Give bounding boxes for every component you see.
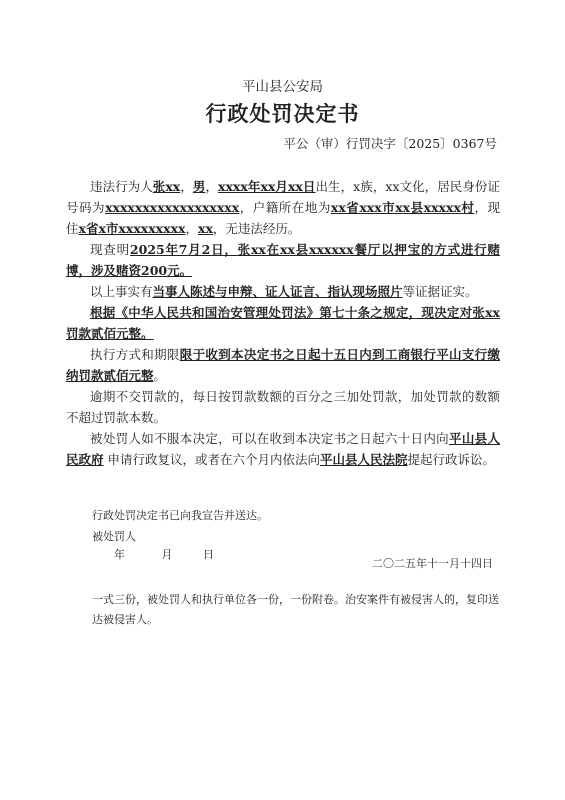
text: 执行方式和期限 bbox=[90, 347, 180, 362]
text: ，现住 bbox=[66, 200, 500, 236]
case-facts: 2025年7月2日，张xx在xx县xxxxxx餐厅以押宝的方式进行赌博，涉及赌资200元。 bbox=[66, 242, 500, 278]
text: 被处罚人如不服本决定，可以在收到本决定书之日起六十日内向 bbox=[90, 431, 450, 446]
review-authority: 平山县人民政府 bbox=[66, 431, 500, 467]
litigation-court: 平山县人民法院 bbox=[320, 452, 408, 467]
offender-occupation: xx bbox=[198, 221, 213, 236]
text: 出生，x族，xx文化，居民身份证号码为 bbox=[66, 179, 500, 215]
issuing-authority: 平山县公安局 bbox=[242, 79, 323, 95]
offender-id-number: xxxxxxxxxxxxxxxxxx bbox=[105, 200, 240, 215]
text: ， bbox=[180, 179, 193, 194]
issue-date: 二〇二五年十一月十四日 bbox=[372, 557, 493, 570]
document-body bbox=[66, 176, 500, 470]
offender-hukou: xx省xxx市xx县xxxxx村 bbox=[330, 200, 475, 215]
receipt-acknowledgement bbox=[92, 505, 268, 547]
text: ，无违法经历。 bbox=[212, 221, 301, 236]
text: 申请行政复议，或者在六个月内依法向 bbox=[103, 452, 320, 467]
text: 等证据证实。 bbox=[402, 284, 478, 299]
receipt-date bbox=[92, 546, 214, 562]
text: 违法行为人 bbox=[90, 179, 153, 194]
text: ，户籍所在地为 bbox=[239, 200, 331, 215]
paragraph-decision bbox=[66, 302, 500, 344]
paragraph-offender bbox=[66, 176, 500, 239]
offender-address: x省x市xxxxxxxxx bbox=[78, 221, 186, 236]
text: 现查明 bbox=[90, 242, 130, 257]
text: 。 bbox=[153, 368, 167, 383]
offender-dob: xxxx年xx月xx日 bbox=[218, 179, 316, 194]
offender-name: 张xx bbox=[152, 179, 181, 194]
paragraph-evidence bbox=[66, 281, 500, 302]
text: ， bbox=[185, 221, 199, 236]
paragraph-facts bbox=[66, 239, 500, 281]
text: 以上事实有 bbox=[90, 284, 153, 299]
penalized-person-label: 被处罚人 bbox=[92, 530, 136, 543]
year-label: 年 bbox=[114, 548, 125, 561]
day-label: 日 bbox=[203, 548, 214, 561]
receipt-statement: 行政处罚决定书已向我宣告并送达。 bbox=[92, 509, 268, 522]
month-label: 月 bbox=[161, 548, 173, 561]
text: ， bbox=[205, 179, 219, 194]
penalty-decision: 根据《中华人民共和国治安管理处罚法》第七十条之规定，现决定对张xx罚款贰佰元整。 bbox=[66, 305, 500, 341]
paragraph-appeal bbox=[66, 428, 500, 470]
text: 逾期不交罚款的，每日按罚款数额的百分之三加处罚款，加处罚款的数额不超过罚款本数。 bbox=[66, 389, 500, 425]
evidence-list: 当事人陈述与申辩、证人证言、指认现场照片 bbox=[152, 284, 403, 299]
document-number: 平公（审）行罚决字〔2025〕0367号 bbox=[283, 136, 497, 151]
execution-method: 限于收到本决定书之日起十五日内到工商银行平山支行缴纳罚款贰佰元整 bbox=[66, 347, 500, 383]
text: 提起行政诉讼。 bbox=[407, 452, 496, 467]
paragraph-execution bbox=[66, 344, 500, 386]
paragraph-late-penalty bbox=[66, 386, 500, 428]
copies-footnote: 一式三份，被处罚人和执行单位各一份，一份附卷。治安案件有被侵害人的，复印送达被侵害人。 bbox=[92, 593, 499, 626]
offender-sex: 男 bbox=[192, 179, 206, 194]
document-title: 行政处罚决定书 bbox=[205, 101, 360, 126]
